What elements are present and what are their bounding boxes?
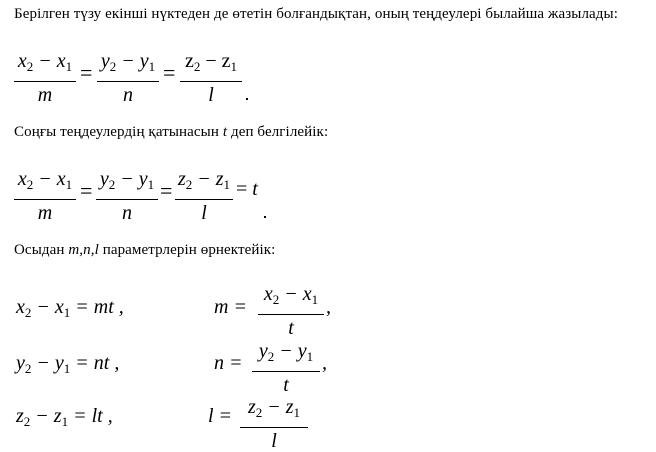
- paragraph-3-text-a: Осыдан: [14, 242, 69, 258]
- paragraph-2-text-a: Соңғы теңдеулердің қатынасын: [14, 124, 223, 140]
- row1-denominator: t: [288, 317, 294, 339]
- row3-denominator: l: [271, 430, 277, 452]
- eq2-equals-2: =: [160, 178, 173, 203]
- eq2-f2-denominator: n: [122, 202, 132, 224]
- eq2-f2-numerator: $y_2 - y_1$: [99, 168, 155, 192]
- eq1-equals-2: =: [163, 60, 176, 85]
- eq1-f1-numerator: $x_2 - x_1$: [17, 50, 73, 74]
- eq2-f3-numerator: $z_2 - z_1$: [177, 168, 231, 192]
- eq2-fraction-z: [175, 168, 233, 224]
- eq1-fraction-z: [180, 50, 242, 106]
- row3-lhs: l =: [208, 405, 233, 427]
- row2-comma: ,: [322, 352, 327, 374]
- paragraph-2: [14, 124, 328, 141]
- eq1-fraction-x: [14, 50, 76, 106]
- row3-left-expression: $z_2 - z_1$ = lt ,: [16, 405, 113, 429]
- paragraph-1-text: Берілген түзу екінші нүктеден де өтетін болғандықтан, оның теңдеулері былайша жазылады:: [14, 6, 618, 22]
- paragraph-1: [14, 6, 618, 23]
- eq1-equals-1: =: [80, 60, 93, 85]
- eq1-f1-denominator: m: [37, 84, 53, 106]
- row2-denominator: t: [283, 374, 289, 396]
- eq2-f3-denominator: l: [201, 202, 207, 224]
- row2-left-expression: $y_2 - y_1$ = nt ,: [16, 352, 120, 376]
- paragraph-3-vars: m,n,l: [68, 242, 99, 258]
- row2-fraction: [252, 340, 320, 396]
- eq1-f2-numerator: $y_2 - y_1$: [100, 50, 156, 74]
- eq2-fraction-x: [14, 168, 76, 224]
- row3-fraction: [240, 396, 308, 452]
- eq2-fraction-y: [96, 168, 158, 224]
- eq2-equals-1: =: [80, 178, 93, 203]
- row2-lhs: n =: [214, 352, 243, 374]
- paragraph-2-text-b: деп белгілейік:: [227, 124, 329, 140]
- paragraph-2-var: t: [222, 124, 228, 140]
- row1-fraction: [258, 283, 324, 339]
- row2-numerator: $y_2 - y_1$: [258, 340, 314, 364]
- row1-left-expression: $x_2 - x_1$ = mt ,: [16, 296, 124, 320]
- eq2-f1-denominator: m: [37, 202, 53, 224]
- eq2-rhs: = t: [236, 178, 258, 200]
- eq1-fraction-y: [97, 50, 159, 106]
- eq2-f1-numerator: $x_2 - x_1$: [17, 168, 73, 192]
- eq1-f3-numerator: $z_2 - z_1$: [184, 50, 238, 74]
- row3-numerator: $z_2 - z_1$: [247, 396, 301, 420]
- row1-numerator: $x_2 - x_1$: [263, 283, 319, 307]
- eq1-f2-denominator: n: [123, 84, 133, 106]
- row1-lhs: m =: [214, 296, 247, 318]
- paragraph-3-text-b: параметрлерін өрнектейік:: [98, 242, 276, 258]
- row1-comma: ,: [326, 296, 331, 318]
- eq1-f3-denominator: l: [208, 84, 214, 106]
- paragraph-3: [14, 242, 275, 259]
